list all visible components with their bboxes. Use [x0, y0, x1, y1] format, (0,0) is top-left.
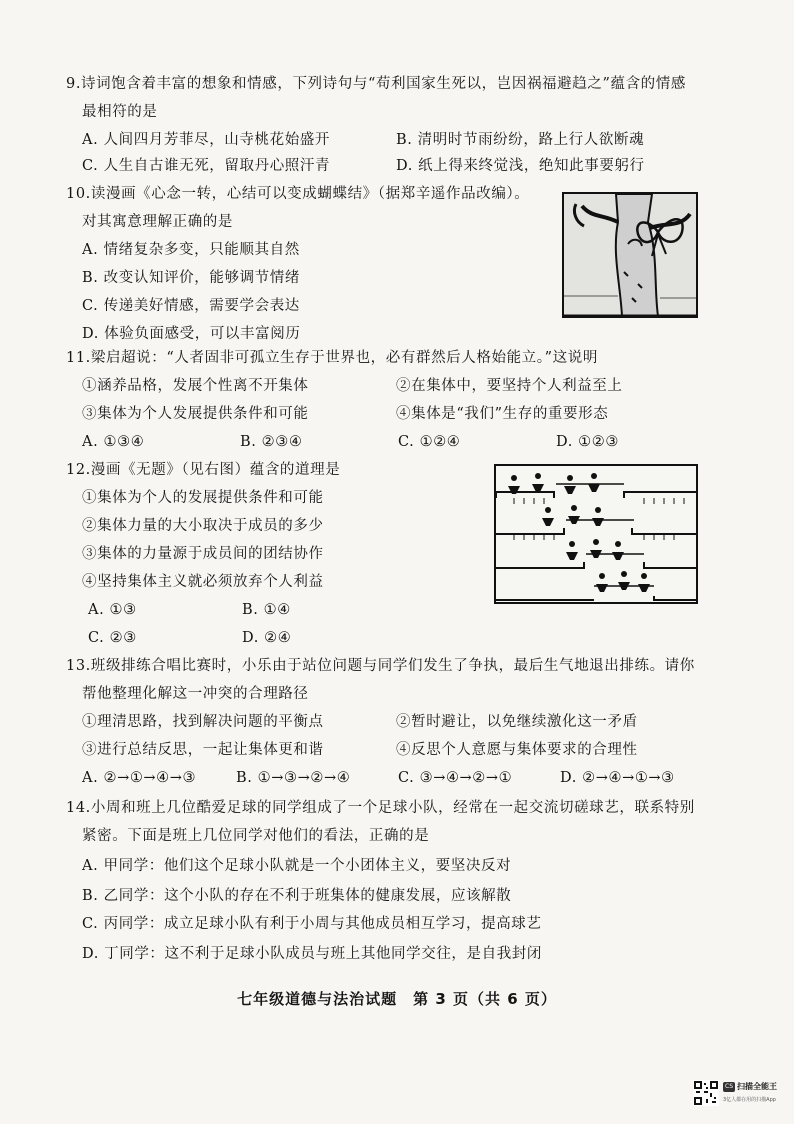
- q10-option-a: A. 情绪复杂多变，只能顺其自然: [82, 242, 300, 258]
- scanner-tagline: 3亿人都在用的扫描App: [723, 1097, 776, 1103]
- q10-cartoon-tree-bow: [562, 192, 698, 318]
- q9-option-a: A. 人间四月芳菲尽，山寺桃花始盛开: [82, 132, 330, 148]
- q11-option-a: A. ①③④: [82, 434, 145, 450]
- q11-statement-4: ④集体是“我们”生存的重要形态: [396, 406, 609, 422]
- cs-logo-icon: CS: [725, 1083, 733, 1090]
- q11-statement-1: ①涵养品格，发展个性离不开集体: [82, 378, 309, 394]
- q12-statement-2: ②集体力量的大小取决于成员的多少: [82, 518, 324, 534]
- q14-option-a: A. 甲同学：他们这个足球小队就是一个小团体主义，要坚决反对: [82, 858, 512, 874]
- q14-option-d: D. 丁同学：这不利于足球小队成员与班上其他同学交往，是自我封闭: [82, 946, 543, 962]
- q10-option-d: D. 体验负面感受，可以丰富阅历: [82, 326, 301, 342]
- q10-stem-line-2: 对其寓意理解正确的是: [82, 214, 233, 230]
- q11-statement-3: ③集体为个人发展提供条件和可能: [82, 406, 309, 422]
- q12-stem: 12.漫画《无题》（见右图）蕴含的道理是: [66, 462, 341, 478]
- q10-option-c: C. 传递美好情感，需要学会表达: [82, 298, 300, 314]
- q13-option-c: C. ③→④→②→①: [398, 770, 513, 786]
- q10-option-b: B. 改变认知评价，能够调节情绪: [82, 270, 300, 286]
- q11-option-d: D. ①②③: [556, 434, 619, 450]
- q13-option-d: D. ②→④→①→③: [560, 770, 675, 786]
- q9-stem-line-2: 最相符的是: [82, 104, 158, 120]
- q11-option-c: C. ①②④: [398, 434, 461, 450]
- q11-stem: 11.梁启超说：“人者固非可孤立生存于世界也，必有群然后人格始能立。”这说明: [66, 350, 598, 366]
- q12-option-a: A. ①③: [88, 602, 137, 618]
- scanner-watermark: [693, 1080, 783, 1112]
- q9-stem-line-1: 9.诗词饱含着丰富的想象和情感，下列诗句与“苟利国家生死以，岂因祸福避趋之”蕴含的情感: [66, 76, 686, 92]
- q13-option-b: B. ①→③→②→④: [236, 770, 351, 786]
- q13-statement-2: ②暂时避让，以免继续激化这一矛盾: [396, 714, 638, 730]
- qr-code-icon: [693, 1080, 719, 1106]
- q14-option-b: B. 乙同学：这个小队的存在不利于班集体的健康发展，应该解散: [82, 888, 512, 904]
- q9-option-c: C. 人生自古谁无死，留取丹心照汗青: [82, 158, 331, 174]
- q14-stem-line-2: 紧密。下面是班上几位同学对他们的看法，正确的是: [82, 828, 430, 844]
- q9-option-b: B. 清明时节雨纷纷，路上行人欲断魂: [396, 132, 645, 148]
- q12-statement-4: ④坚持集体主义就必须放弃个人利益: [82, 574, 324, 590]
- q13-stem-line-1: 13.班级排练合唱比赛时，小乐由于站位问题与同学们发生了争执，最后生气地退出排练。请你: [66, 658, 695, 674]
- page-footer: 七年级道德与法治试题 第 3 页（共 6 页）: [237, 990, 557, 1008]
- q13-statement-1: ①理清思路，找到解决问题的平衡点: [82, 714, 324, 730]
- q12-option-d: D. ②④: [242, 630, 292, 646]
- q12-statement-1: ①集体为个人的发展提供条件和可能: [82, 490, 324, 506]
- q10-stem-line-1: 10.读漫画《心念一转，心结可以变成蝴蝶结》（据郑辛遥作品改编）。: [66, 186, 530, 202]
- q12-option-c: C. ②③: [88, 630, 137, 646]
- q9-option-d: D. 纸上得来终觉浅，绝知此事要躬行: [396, 158, 645, 174]
- q13-option-a: A. ②→①→④→③: [82, 770, 197, 786]
- q14-stem-line-1: 14.小周和班上几位酷爱足球的同学组成了一个足球小队，经常在一起交流切磋球艺，联系特别: [66, 800, 695, 816]
- q12-option-b: B. ①④: [242, 602, 291, 618]
- q11-statement-2: ②在集体中，要坚持个人利益至上: [396, 378, 623, 394]
- q12-cartoon-untitled: [494, 464, 698, 604]
- q11-option-b: B. ②③④: [240, 434, 303, 450]
- q12-statement-3: ③集体的力量源于成员间的团结协作: [82, 546, 324, 562]
- scanner-app-name: 扫描全能王: [737, 1082, 777, 1091]
- q13-stem-line-2: 帮他整理化解这一冲突的合理路径: [82, 686, 309, 702]
- q13-statement-3: ③进行总结反思，一起让集体更和谐: [82, 742, 324, 758]
- q14-option-c: C. 丙同学：成立足球小队有利于小周与其他成员相互学习，提高球艺: [82, 916, 542, 932]
- q13-statement-4: ④反思个人意愿与集体要求的合理性: [396, 742, 638, 758]
